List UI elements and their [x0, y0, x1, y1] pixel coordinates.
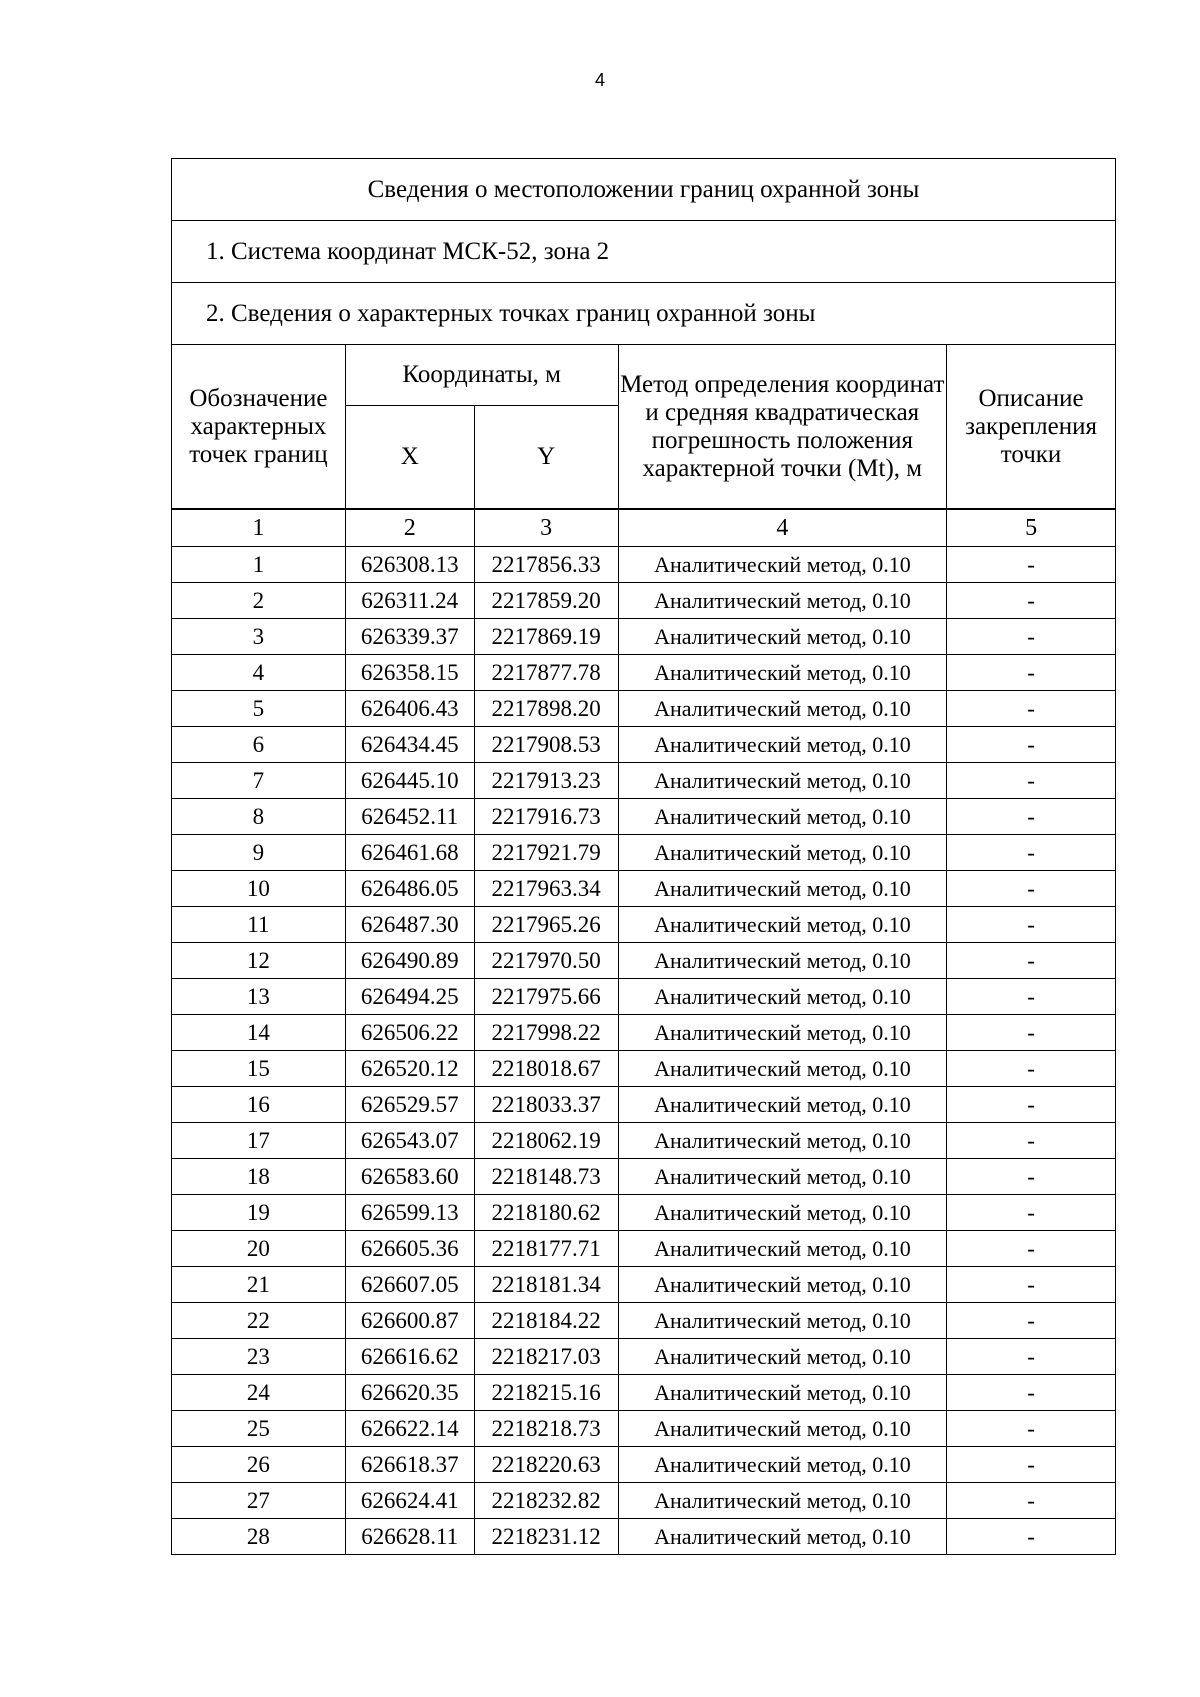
point-number-cell: 25: [172, 1411, 346, 1447]
column-number-cell: 2: [345, 510, 474, 547]
point-number-cell: 14: [172, 1015, 346, 1051]
point-number-cell: 6: [172, 727, 346, 763]
page-number: 4: [594, 70, 605, 90]
table-row: [172, 655, 1116, 691]
method-cell: Аналитический метод, 0.10: [618, 1159, 947, 1195]
method-cell: Аналитический метод, 0.10: [618, 1267, 947, 1303]
x-coordinate-cell: 626461.68: [345, 835, 474, 871]
description-cell: -: [947, 835, 1116, 871]
table-row: [172, 727, 1116, 763]
header-y: Y: [474, 406, 618, 509]
x-coordinate-cell: 626487.30: [345, 907, 474, 943]
x-coordinate-cell: 626311.24: [345, 583, 474, 619]
method-cell: Аналитический метод, 0.10: [618, 1123, 947, 1159]
method-cell: Аналитический метод, 0.10: [618, 583, 947, 619]
method-cell: Аналитический метод, 0.10: [618, 1339, 947, 1375]
method-cell: Аналитический метод, 0.10: [618, 691, 947, 727]
point-number-cell: 5: [172, 691, 346, 727]
y-coordinate-cell: 2218218.73: [474, 1411, 618, 1447]
description-cell: -: [947, 1015, 1116, 1051]
x-coordinate-cell: 626599.13: [345, 1195, 474, 1231]
point-number-cell: 2: [172, 583, 346, 619]
method-cell: Аналитический метод, 0.10: [618, 619, 947, 655]
point-number-cell: 12: [172, 943, 346, 979]
description-cell: -: [947, 1447, 1116, 1483]
y-coordinate-cell: 2218215.16: [474, 1375, 618, 1411]
header-x: X: [345, 406, 474, 509]
method-cell: Аналитический метод, 0.10: [618, 799, 947, 835]
table-row: [172, 1483, 1116, 1519]
method-cell: Аналитический метод, 0.10: [618, 835, 947, 871]
table-row: [172, 1411, 1116, 1447]
description-cell: -: [947, 1375, 1116, 1411]
point-number-cell: 3: [172, 619, 346, 655]
description-cell: -: [947, 907, 1116, 943]
table-row: [172, 1447, 1116, 1483]
x-coordinate-cell: 626624.41: [345, 1483, 474, 1519]
y-coordinate-cell: 2217908.53: [474, 727, 618, 763]
table-row: [172, 979, 1116, 1015]
table-row: [172, 943, 1116, 979]
header-designation: Обозначение характерных точек границ: [172, 345, 346, 509]
method-cell: Аналитический метод, 0.10: [618, 655, 947, 691]
x-coordinate-cell: 626434.45: [345, 727, 474, 763]
y-coordinate-cell: 2218232.82: [474, 1483, 618, 1519]
y-coordinate-cell: 2218220.63: [474, 1447, 618, 1483]
description-cell: -: [947, 583, 1116, 619]
point-number-cell: 7: [172, 763, 346, 799]
x-coordinate-cell: 626486.05: [345, 871, 474, 907]
method-cell: Аналитический метод, 0.10: [618, 943, 947, 979]
description-cell: -: [947, 799, 1116, 835]
x-coordinate-cell: 626494.25: [345, 979, 474, 1015]
table-row: [172, 583, 1116, 619]
description-cell: -: [947, 547, 1116, 583]
boundary-points-table: [171, 509, 1116, 1555]
table-row: [172, 1051, 1116, 1087]
table-row: [172, 1087, 1116, 1123]
table-row: [172, 547, 1116, 583]
point-number-cell: 17: [172, 1123, 346, 1159]
description-cell: -: [947, 763, 1116, 799]
y-coordinate-cell: 2218018.67: [474, 1051, 618, 1087]
description-cell: -: [947, 655, 1116, 691]
description-cell: -: [947, 727, 1116, 763]
y-coordinate-cell: 2217856.33: [474, 547, 618, 583]
description-cell: -: [947, 691, 1116, 727]
x-coordinate-cell: 626490.89: [345, 943, 474, 979]
description-cell: -: [947, 1267, 1116, 1303]
method-cell: Аналитический метод, 0.10: [618, 1051, 947, 1087]
description-cell: -: [947, 1303, 1116, 1339]
y-coordinate-cell: 2217877.78: [474, 655, 618, 691]
header-coordinates: Координаты, м: [345, 345, 618, 406]
x-coordinate-cell: 626520.12: [345, 1051, 474, 1087]
point-number-cell: 8: [172, 799, 346, 835]
table-row: [172, 1015, 1116, 1051]
point-number-cell: 20: [172, 1231, 346, 1267]
point-number-cell: 23: [172, 1339, 346, 1375]
column-number-cell: 1: [172, 510, 346, 547]
point-number-cell: 10: [172, 871, 346, 907]
point-number-cell: 13: [172, 979, 346, 1015]
x-coordinate-cell: 626628.11: [345, 1519, 474, 1555]
column-number-cell: 3: [474, 510, 618, 547]
x-coordinate-cell: 626529.57: [345, 1087, 474, 1123]
y-coordinate-cell: 2218148.73: [474, 1159, 618, 1195]
point-number-cell: 28: [172, 1519, 346, 1555]
y-coordinate-cell: 2217898.20: [474, 691, 618, 727]
description-cell: -: [947, 1051, 1116, 1087]
y-coordinate-cell: 2217965.26: [474, 907, 618, 943]
column-number-cell: 4: [618, 510, 947, 547]
x-coordinate-cell: 626622.14: [345, 1411, 474, 1447]
table-row: [172, 907, 1116, 943]
point-number-cell: 18: [172, 1159, 346, 1195]
description-cell: -: [947, 1519, 1116, 1555]
x-coordinate-cell: 626605.36: [345, 1231, 474, 1267]
method-cell: Аналитический метод, 0.10: [618, 1519, 947, 1555]
table-row: [172, 1375, 1116, 1411]
x-coordinate-cell: 626308.13: [345, 547, 474, 583]
description-cell: -: [947, 1087, 1116, 1123]
description-cell: -: [947, 1339, 1116, 1375]
y-coordinate-cell: 2218062.19: [474, 1123, 618, 1159]
x-coordinate-cell: 626452.11: [345, 799, 474, 835]
method-cell: Аналитический метод, 0.10: [618, 1015, 947, 1051]
table-row: [172, 1339, 1116, 1375]
description-cell: -: [947, 1231, 1116, 1267]
description-cell: -: [947, 943, 1116, 979]
table-row: [172, 619, 1116, 655]
header-method: Метод определения координат и средняя квадратическая погрешность положения характерной точки (Mt), м: [618, 345, 947, 509]
y-coordinate-cell: 2217970.50: [474, 943, 618, 979]
method-cell: Аналитический метод, 0.10: [618, 1087, 947, 1123]
table-row: [172, 871, 1116, 907]
column-number-row: [172, 510, 1116, 547]
method-cell: Аналитический метод, 0.10: [618, 871, 947, 907]
y-coordinate-cell: 2218177.71: [474, 1231, 618, 1267]
description-cell: -: [947, 979, 1116, 1015]
y-coordinate-cell: 2218033.37: [474, 1087, 618, 1123]
point-number-cell: 21: [172, 1267, 346, 1303]
method-cell: Аналитический метод, 0.10: [618, 1375, 947, 1411]
x-coordinate-cell: 626358.15: [345, 655, 474, 691]
x-coordinate-cell: 626607.05: [345, 1267, 474, 1303]
points-section-heading: 2. Сведения о характерных точках границ охранной зоны: [172, 283, 1116, 345]
method-cell: Аналитический метод, 0.10: [618, 727, 947, 763]
point-number-cell: 4: [172, 655, 346, 691]
x-coordinate-cell: 626339.37: [345, 619, 474, 655]
table-row: [172, 1159, 1116, 1195]
table-title: Сведения о местоположении границ охранной зоны: [172, 159, 1116, 221]
method-cell: Аналитический метод, 0.10: [618, 907, 947, 943]
y-coordinate-cell: 2217998.22: [474, 1015, 618, 1051]
y-coordinate-cell: 2217916.73: [474, 799, 618, 835]
description-cell: -: [947, 1483, 1116, 1519]
x-coordinate-cell: 626543.07: [345, 1123, 474, 1159]
point-number-cell: 26: [172, 1447, 346, 1483]
method-cell: Аналитический метод, 0.10: [618, 1411, 947, 1447]
point-number-cell: 1: [172, 547, 346, 583]
x-coordinate-cell: 626445.10: [345, 763, 474, 799]
y-coordinate-cell: 2217963.34: [474, 871, 618, 907]
point-number-cell: 27: [172, 1483, 346, 1519]
x-coordinate-cell: 626406.43: [345, 691, 474, 727]
description-cell: -: [947, 871, 1116, 907]
table-row: [172, 799, 1116, 835]
point-number-cell: 9: [172, 835, 346, 871]
y-coordinate-cell: 2217913.23: [474, 763, 618, 799]
method-cell: Аналитический метод, 0.10: [618, 763, 947, 799]
y-coordinate-cell: 2217859.20: [474, 583, 618, 619]
y-coordinate-cell: 2218184.22: [474, 1303, 618, 1339]
y-coordinate-cell: 2217975.66: [474, 979, 618, 1015]
table-row: [172, 1303, 1116, 1339]
x-coordinate-cell: 626620.35: [345, 1375, 474, 1411]
y-coordinate-cell: 2217869.19: [474, 619, 618, 655]
column-number-cell: 5: [947, 510, 1116, 547]
table-row: [172, 763, 1116, 799]
description-cell: -: [947, 619, 1116, 655]
table-row: [172, 1519, 1116, 1555]
x-coordinate-cell: 626583.60: [345, 1159, 474, 1195]
point-number-cell: 19: [172, 1195, 346, 1231]
y-coordinate-cell: 2218181.34: [474, 1267, 618, 1303]
description-cell: -: [947, 1411, 1116, 1447]
table-row: [172, 691, 1116, 727]
method-cell: Аналитический метод, 0.10: [618, 1303, 947, 1339]
method-cell: Аналитический метод, 0.10: [618, 1231, 947, 1267]
x-coordinate-cell: 626600.87: [345, 1303, 474, 1339]
method-cell: Аналитический метод, 0.10: [618, 1447, 947, 1483]
x-coordinate-cell: 626618.37: [345, 1447, 474, 1483]
y-coordinate-cell: 2218217.03: [474, 1339, 618, 1375]
method-cell: Аналитический метод, 0.10: [618, 979, 947, 1015]
coordinate-system-info: 1. Система координат МСК-52, зона 2: [172, 221, 1116, 283]
description-cell: -: [947, 1123, 1116, 1159]
boundary-header-table: [171, 158, 1116, 509]
point-number-cell: 15: [172, 1051, 346, 1087]
table-row: [172, 1195, 1116, 1231]
y-coordinate-cell: 2218180.62: [474, 1195, 618, 1231]
points-table-body: [172, 510, 1116, 1555]
point-number-cell: 24: [172, 1375, 346, 1411]
table-row: [172, 1123, 1116, 1159]
description-cell: -: [947, 1195, 1116, 1231]
y-coordinate-cell: 2217921.79: [474, 835, 618, 871]
x-coordinate-cell: 626506.22: [345, 1015, 474, 1051]
table-row: [172, 835, 1116, 871]
method-cell: Аналитический метод, 0.10: [618, 1195, 947, 1231]
description-cell: -: [947, 1159, 1116, 1195]
table-row: [172, 1267, 1116, 1303]
point-number-cell: 16: [172, 1087, 346, 1123]
table-row: [172, 1231, 1116, 1267]
header-description: Описание закрепления точки: [947, 345, 1116, 509]
point-number-cell: 22: [172, 1303, 346, 1339]
method-cell: Аналитический метод, 0.10: [618, 547, 947, 583]
method-cell: Аналитический метод, 0.10: [618, 1483, 947, 1519]
y-coordinate-cell: 2218231.12: [474, 1519, 618, 1555]
point-number-cell: 11: [172, 907, 346, 943]
x-coordinate-cell: 626616.62: [345, 1339, 474, 1375]
